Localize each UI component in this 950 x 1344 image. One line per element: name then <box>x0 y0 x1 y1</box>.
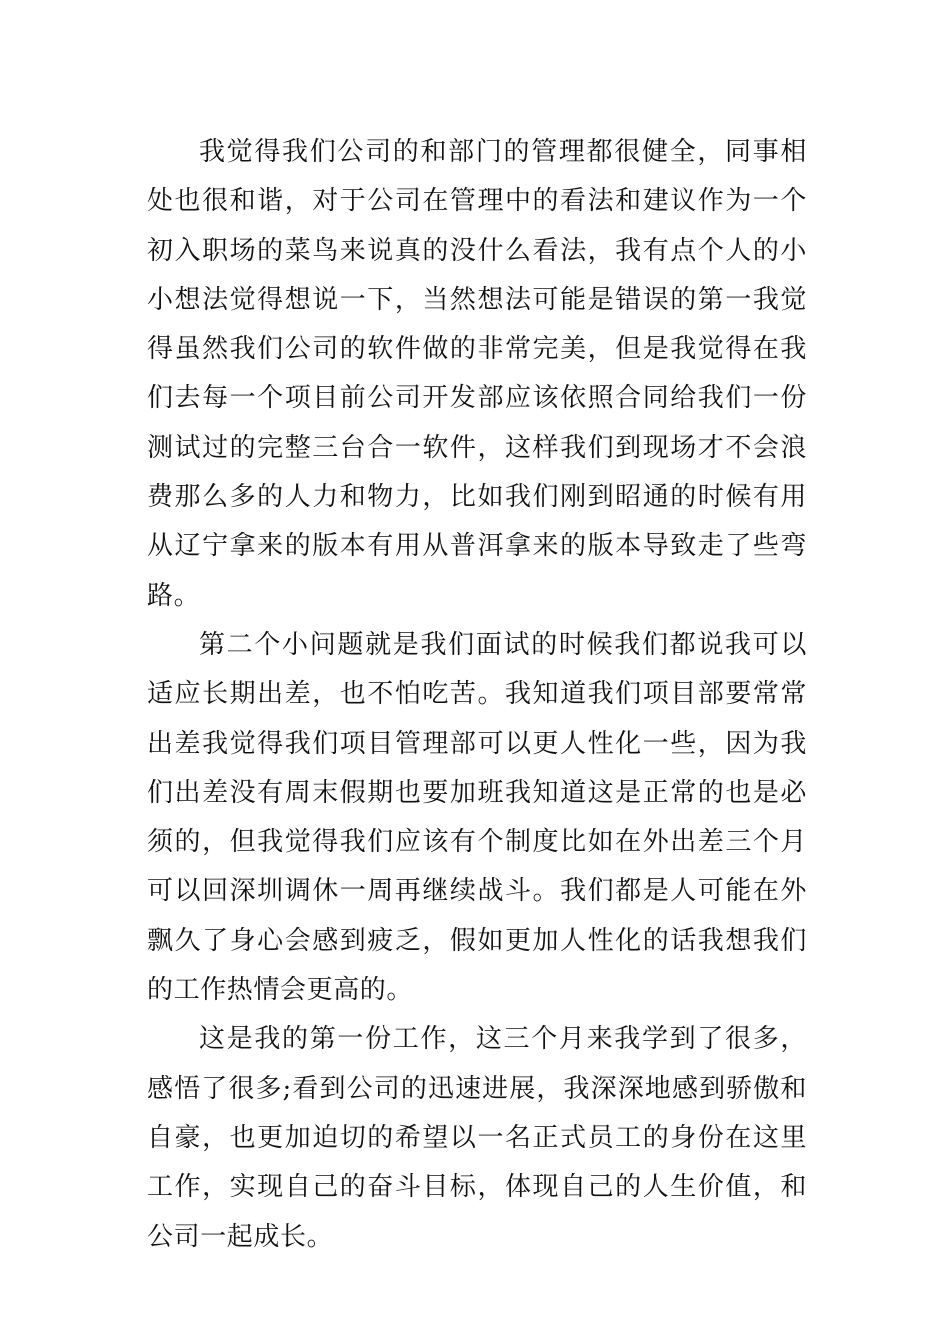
paragraph-3: 这是我的第一份工作，这三个月来我学到了很多，感悟了很多;看到公司的迅速进展，我深深地感到骄傲和自豪，也更加迫切的希望以一名正式员工的身份在这里工作，实现自己的奋斗目标，体现自己的人生价值，和公司一起成长。 <box>147 1024 807 1252</box>
paragraph-2: 第二个小问题就是我们面试的时候我们都说我可以适应长期出差，也不怕吃苦。我知道我们项目部要常常出差我觉得我们项目管理部可以更人性化一些，因为我们出差没有周末假期也要加班我知道这是正常的也是必须的，但我觉得我们应该有个制度比如在外出差三个月可以回深圳调休一周再继续战斗。我们都是人可能在外飘久了身心会感到疲乏，假如更加人性化的话我想我们的工作热情会更高的。 <box>147 629 807 1006</box>
document-body <box>147 128 807 1262</box>
paragraph-1: 我觉得我们公司的和部门的管理都很健全，同事相处也很和谐，对于公司在管理中的看法和建议作为一个初入职场的菜鸟来说真的没什么看法，我有点个人的小小想法觉得想说一下，当然想法可能是错误的第一我觉得虽然我们公司的软件做的非常完美，但是我觉得在我们去每一个项目前公司开发部应该依照合同给我们一份测试过的完整三台合一软件，这样我们到现场才不会浪费那么多的人力和物力，比如我们刚到昭通的时候有用从辽宁拿来的版本有用从普洱拿来的版本导致走了些弯路。 <box>147 137 807 611</box>
